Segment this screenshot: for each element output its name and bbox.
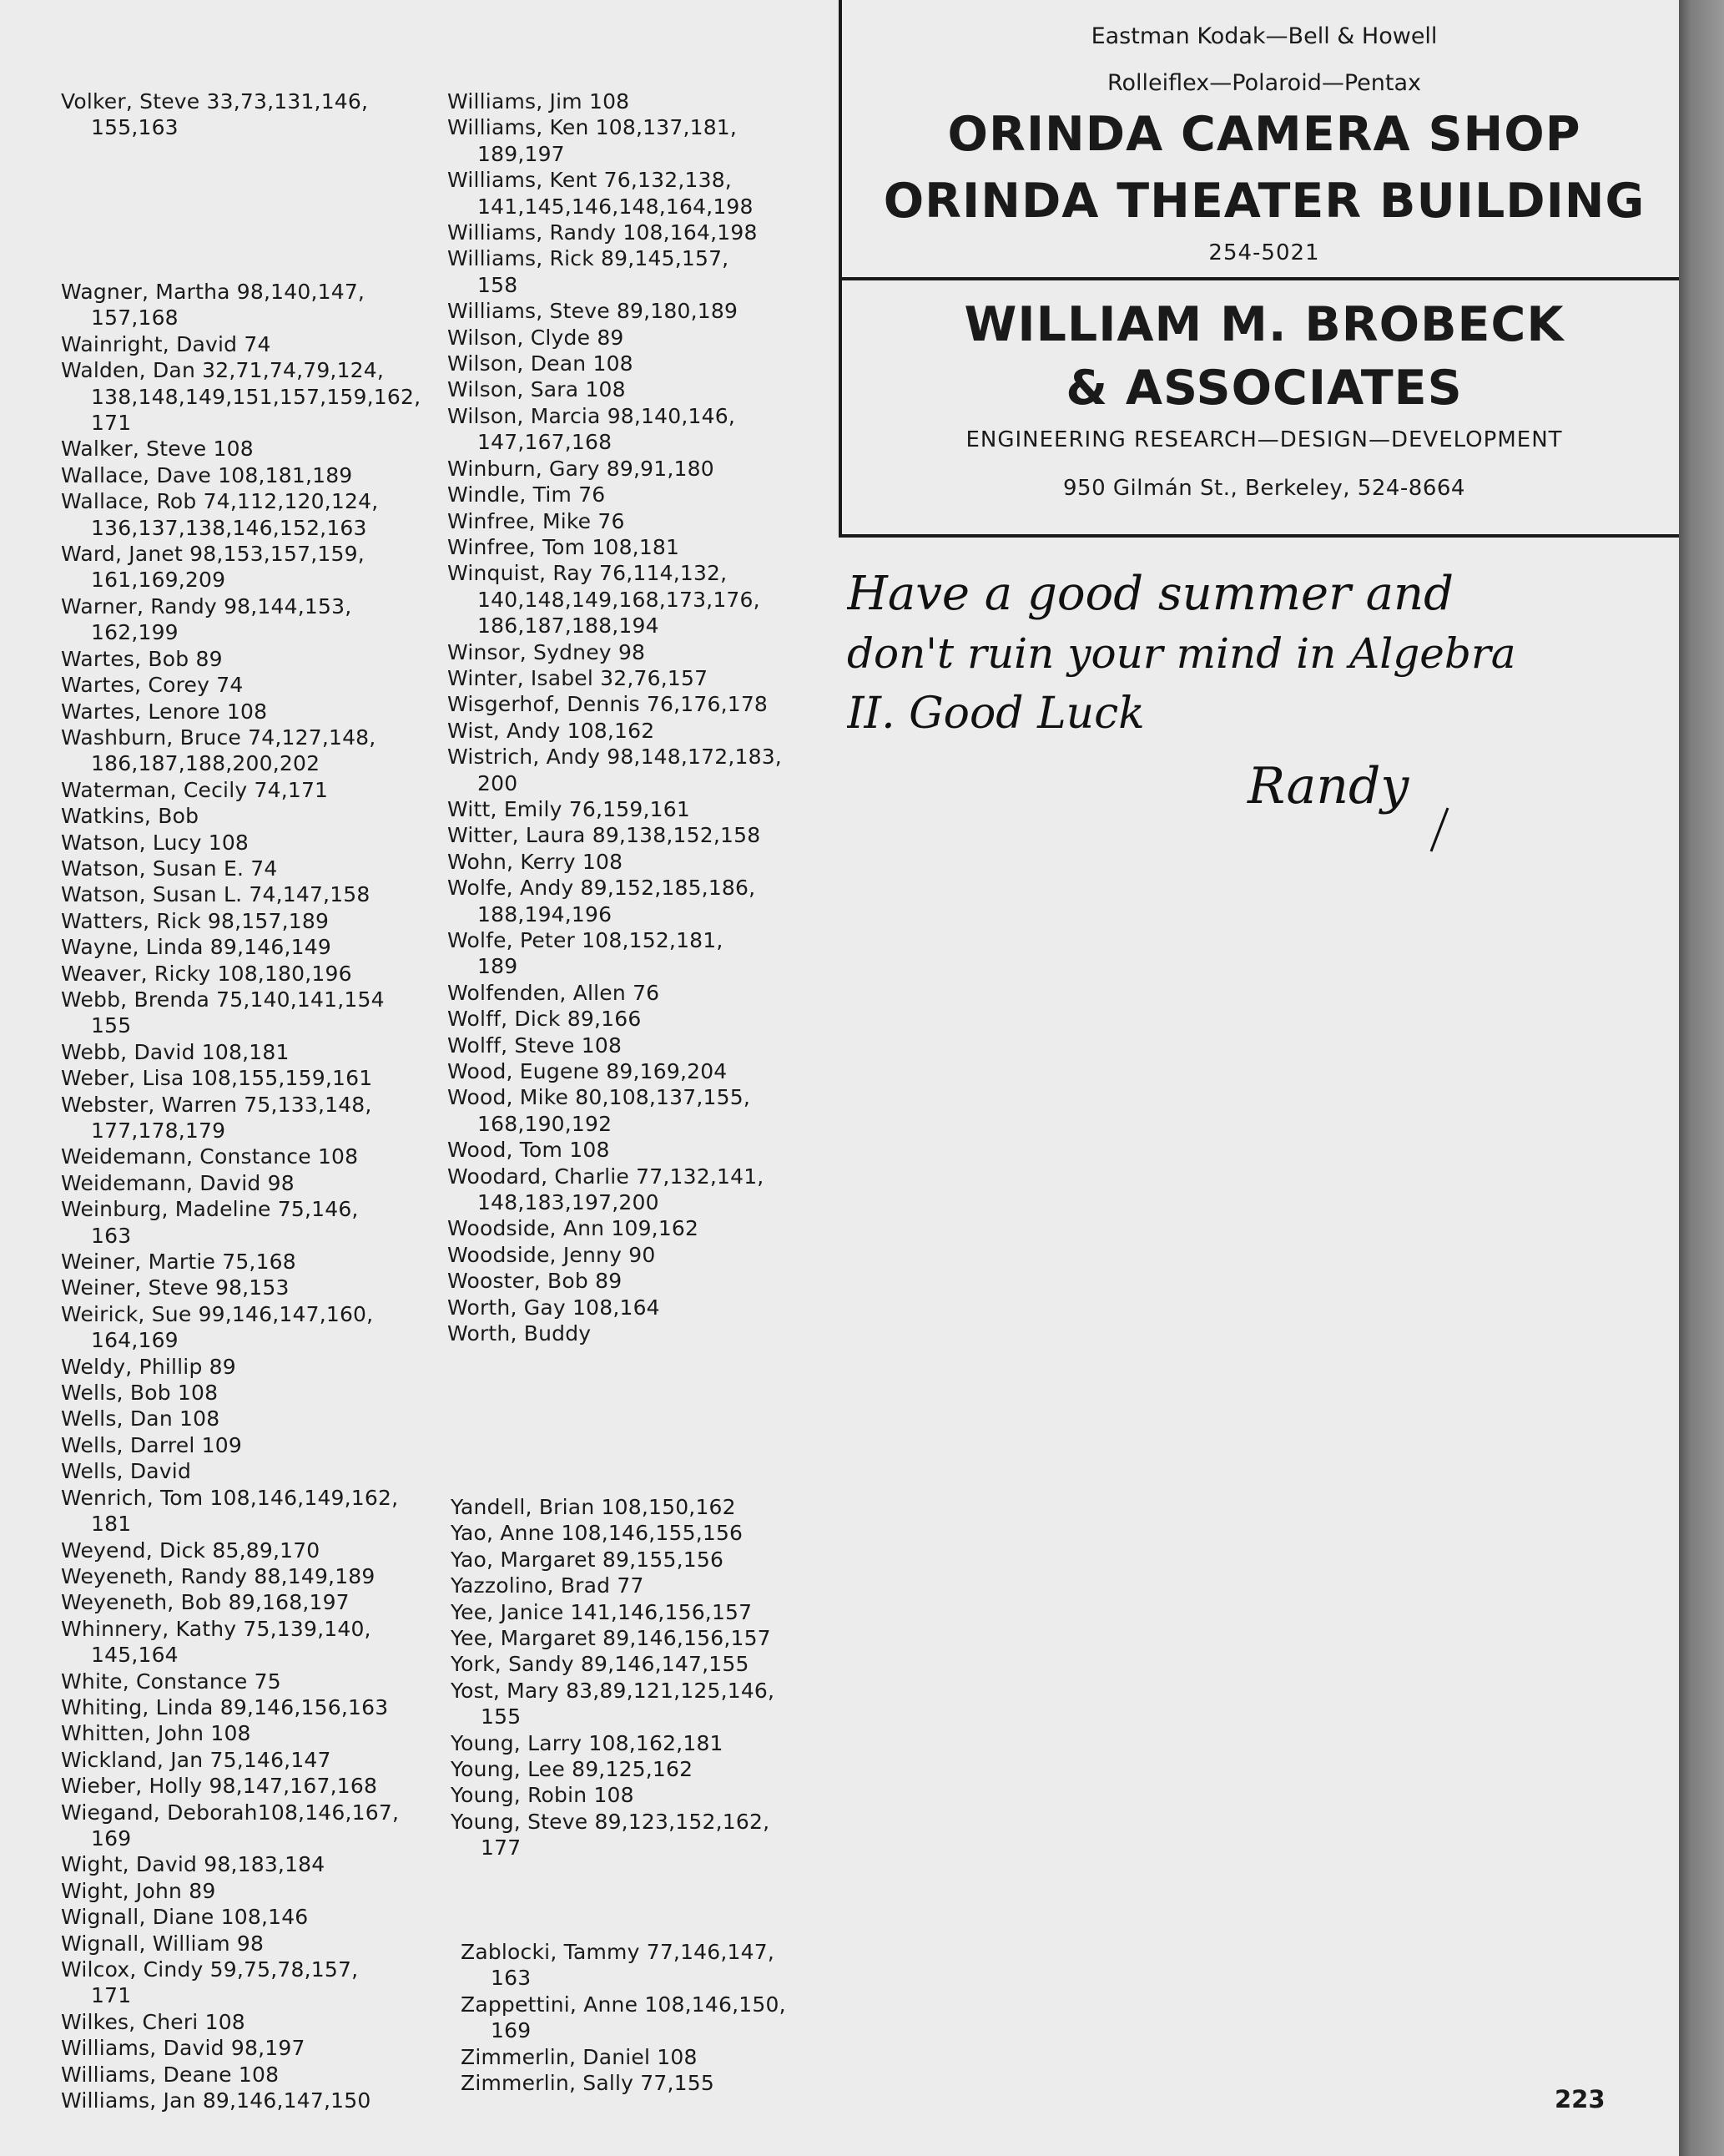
- index-entry: Worth, Gay 108,164: [447, 1295, 660, 1320]
- index-entry: Wignall, William 98: [61, 1931, 265, 1956]
- index-entry: Wartes, Corey 74: [61, 673, 244, 698]
- index-entry: Weyeneth, Randy 88,149,189: [61, 1563, 376, 1588]
- index-entry: Williams, Jan 89,146,147,150: [61, 2088, 371, 2113]
- index-entry: York, Sandy 89,146,147,155: [451, 1652, 749, 1677]
- index-entry: Williams, Deane 108: [61, 2062, 280, 2087]
- index-entry-continuation: 163: [91, 1223, 132, 1248]
- index-entry-continuation: 171: [91, 1983, 132, 2008]
- index-entry: Wells, Darrel 109: [61, 1432, 242, 1457]
- index-column-left-top: [61, 88, 368, 141]
- index-entry: Walker, Steve 108: [61, 437, 254, 462]
- index-column-left: [61, 279, 421, 2113]
- index-entry: Webb, Brenda 75,140,141,154: [61, 987, 385, 1012]
- index-entry: Williams, Rick 89,145,157,: [447, 246, 729, 271]
- index-entry: Wooster, Bob 89: [447, 1269, 623, 1294]
- book-page-edge: [1679, 0, 1724, 2156]
- note-line-2: don't ruin your mind in Algebra: [847, 629, 1516, 678]
- index-entry-continuation: 181: [91, 1512, 132, 1537]
- index-entry-continuation: 136,137,138,146,152,163: [91, 515, 367, 540]
- index-entry: Weyend, Dick 85,89,170: [61, 1537, 320, 1563]
- index-entry: Wist, Andy 108,162: [447, 718, 655, 743]
- index-column-middle: [447, 88, 782, 1347]
- index-column-middle-y: [451, 1494, 774, 1861]
- index-entry-continuation: 200: [477, 770, 518, 795]
- index-entry: Wilson, Dean 108: [447, 351, 633, 376]
- index-entry: Wight, John 89: [61, 1878, 216, 1903]
- index-entry: Weidemann, David 98: [61, 1170, 295, 1195]
- index-entry: Whinnery, Kathy 75,139,140,: [61, 1616, 371, 1641]
- index-entry: Yazzolino, Brad 77: [451, 1573, 644, 1598]
- index-entry: Webster, Warren 75,133,148,: [61, 1092, 372, 1117]
- ad-brobeck-services: ENGINEERING RESEARCH—DESIGN—DEVELOPMENT: [965, 427, 1563, 452]
- index-entry: Wolfenden, Allen 76: [447, 980, 660, 1005]
- index-entry: Windle, Tim 76: [447, 482, 606, 507]
- index-entry: Wistrich, Andy 98,148,172,183,: [447, 745, 782, 770]
- index-entry: Weiner, Martie 75,168: [61, 1250, 296, 1275]
- index-entry-continuation: 162,199: [91, 620, 179, 645]
- index-entry: Wartes, Lenore 108: [61, 699, 268, 724]
- index-entry-continuation: 189: [477, 954, 518, 979]
- index-entry: Wilcox, Cindy 59,75,78,157,: [61, 1957, 359, 1982]
- index-entry: Weiner, Steve 98,153: [61, 1275, 290, 1300]
- index-entry-continuation: 155: [481, 1704, 522, 1729]
- index-entry: Yandell, Brian 108,150,162: [451, 1495, 736, 1519]
- index-entry: Young, Larry 108,162,181: [451, 1730, 723, 1755]
- index-entry: Zimmerlin, Sally 77,155: [461, 2071, 714, 2096]
- index-entry: Williams, Jim 108: [447, 89, 630, 114]
- index-entry: Wenrich, Tom 108,146,149,162,: [61, 1485, 399, 1510]
- index-entry-continuation: 155: [91, 1013, 132, 1038]
- index-entry: Wight, David 98,183,184: [61, 1852, 325, 1877]
- index-entry-continuation: 168,190,192: [477, 1111, 612, 1136]
- index-entry: Wallace, Dave 108,181,189: [61, 462, 353, 487]
- index-entry-continuation: 186,187,188,194: [477, 613, 659, 639]
- ad-shop-phone: 254-5021: [1208, 240, 1320, 265]
- index-entry: Watson, Lucy 108: [61, 830, 250, 855]
- index-entry: Weidemann, Constance 108: [61, 1144, 359, 1169]
- page-number: 223: [1555, 2085, 1606, 2113]
- index-entry: Wood, Mike 80,108,137,155,: [447, 1085, 750, 1110]
- index-entry-continuation: 147,167,168: [477, 430, 612, 455]
- index-entry-continuation: 155,163: [91, 115, 179, 140]
- index-entry: Yao, Margaret 89,155,156: [451, 1547, 724, 1572]
- index-entry: Williams, Kent 76,132,138,: [447, 168, 732, 193]
- index-entry: Wainright, David 74: [61, 331, 271, 356]
- index-entry: Williams, Steve 89,180,189: [447, 299, 738, 324]
- ad-brobeck-address: 950 Gilmán St., Berkeley, 524-8664: [1063, 476, 1465, 501]
- index-entry: Wolff, Dick 89,166: [447, 1007, 642, 1032]
- index-entry: Wolff, Steve 108: [447, 1033, 623, 1058]
- ad-brobeck-associates-line: & ASSOCIATES: [1066, 361, 1463, 416]
- index-entry-continuation: 148,183,197,200: [477, 1190, 659, 1215]
- index-entry: Winfree, Tom 108,181: [447, 534, 680, 559]
- index-entry: Yost, Mary 83,89,121,125,146,: [451, 1678, 775, 1703]
- ad-orinda-camera-shop: [842, 0, 1686, 278]
- index-entry: Walden, Dan 32,71,74,79,124,: [61, 358, 385, 383]
- index-entry: Winquist, Ray 76,114,132,: [447, 561, 728, 586]
- index-entry-continuation: 157,168: [91, 305, 179, 331]
- index-entry: Wells, David: [61, 1459, 192, 1484]
- index-entry: Wolfe, Peter 108,152,181,: [447, 928, 723, 952]
- index-entry: Zappettini, Anne 108,146,150,: [461, 1992, 786, 2017]
- index-entry: Woodside, Ann 109,162: [447, 1216, 699, 1241]
- index-entry: Washburn, Bruce 74,127,148,: [61, 725, 376, 750]
- index-entry: Weaver, Ricky 108,180,196: [61, 961, 352, 986]
- ad-brands-line-1: Eastman Kodak—Bell & Howell: [1091, 23, 1438, 49]
- index-entry-continuation: 158: [477, 272, 518, 297]
- ad-shop-building: ORINDA THEATER BUILDING: [883, 174, 1646, 229]
- index-entry: Waterman, Cecily 74,171: [61, 777, 329, 802]
- ad-brobeck-name: WILLIAM M. BROBECK: [964, 297, 1565, 352]
- index-entry: Whitten, John 108: [61, 1721, 251, 1746]
- index-entry: Wallace, Rob 74,112,120,124,: [61, 489, 379, 514]
- index-entry: Wilkes, Cheri 108: [61, 2009, 245, 2034]
- handwritten-note: [847, 543, 1673, 860]
- index-entry: Winburn, Gary 89,91,180: [447, 456, 714, 481]
- index-entry: White, Constance 75: [61, 1669, 281, 1694]
- index-entry-continuation: 169: [91, 1825, 132, 1851]
- index-entry: Williams, David 98,197: [61, 2036, 305, 2061]
- index-entry: Wohn, Kerry 108: [447, 849, 623, 874]
- index-entry: Watters, Rick 98,157,189: [61, 908, 330, 933]
- index-entry: Winsor, Sydney 98: [447, 639, 646, 664]
- index-entry: Wilson, Sara 108: [447, 377, 626, 402]
- index-entry: Wolfe, Andy 89,152,185,186,: [447, 876, 756, 901]
- index-entry: Winter, Isabel 32,76,157: [447, 665, 708, 690]
- index-entry: Warner, Randy 98,144,153,: [61, 593, 352, 619]
- index-entry: Young, Robin 108: [451, 1783, 634, 1808]
- index-entry: Woodard, Charlie 77,132,141,: [447, 1164, 764, 1189]
- index-entry: Williams, Randy 108,164,198: [447, 220, 758, 245]
- index-entry-continuation: 169: [491, 2018, 532, 2043]
- index-entry: Wisgerhof, Dennis 76,176,178: [447, 692, 769, 717]
- index-entry-continuation: 164,169: [91, 1328, 179, 1353]
- index-entry: Wayne, Linda 89,146,149: [61, 935, 331, 960]
- index-entry: Wignall, Diane 108,146: [61, 1905, 309, 1930]
- index-entry: Ward, Janet 98,153,157,159,: [61, 542, 365, 567]
- ad-brands-line-2: Rolleiflex—Polaroid—Pentax: [1106, 70, 1421, 96]
- index-entry: Wells, Dan 108: [61, 1406, 220, 1431]
- index-entry-continuation: 140,148,149,168,173,176,: [477, 587, 760, 612]
- index-entry-continuation: 171: [91, 411, 132, 436]
- index-entry: Zablocki, Tammy 77,146,147,: [461, 1940, 775, 1964]
- index-column-middle-z: [461, 1939, 786, 2096]
- note-line-3: II. Good Luck: [847, 689, 1145, 739]
- index-entry: Young, Lee 89,125,162: [451, 1757, 693, 1782]
- index-entry: Yee, Janice 141,146,156,157: [451, 1599, 753, 1624]
- index-entry-continuation: 177,178,179: [91, 1118, 226, 1143]
- index-entry: Wickland, Jan 75,146,147: [61, 1747, 331, 1772]
- index-entry: Watson, Susan E. 74: [61, 856, 278, 881]
- index-entry: Yao, Anne 108,146,155,156: [451, 1521, 744, 1546]
- index-entry-continuation: 188,194,196: [477, 901, 612, 927]
- index-entry: Weldy, Phillip 89: [61, 1354, 236, 1379]
- index-entry: Wood, Tom 108: [447, 1138, 610, 1163]
- index-entry-continuation: 189,197: [477, 141, 565, 166]
- index-entry-continuation: 163: [491, 1966, 532, 1991]
- index-entry-continuation: 161,169,209: [91, 568, 226, 593]
- index-entry: Zimmerlin, Daniel 108: [461, 2044, 698, 2069]
- index-entry: Wartes, Bob 89: [61, 646, 223, 671]
- index-entry: Worth, Buddy: [447, 1321, 592, 1346]
- index-entry: Williams, Ken 108,137,181,: [447, 115, 738, 140]
- index-entry: Whiting, Linda 89,146,156,163: [61, 1694, 389, 1719]
- index-entry-continuation: 186,187,188,200,202: [91, 751, 320, 776]
- index-entry: Weinburg, Madeline 75,146,: [61, 1197, 359, 1222]
- index-entry: Wagner, Martha 98,140,147,: [61, 280, 365, 304]
- index-entry: Wieber, Holly 98,147,167,168: [61, 1774, 378, 1799]
- note-line-1: Have a good summer and: [847, 567, 1454, 621]
- index-entry: Volker, Steve 33,73,131,146,: [61, 89, 369, 114]
- index-entry: Woodside, Jenny 90: [447, 1242, 656, 1267]
- index-entry: Watson, Susan L. 74,147,158: [61, 882, 371, 907]
- signature-tail: [1431, 808, 1448, 851]
- index-entry: Wilson, Clyde 89: [447, 325, 624, 350]
- index-entry: Watkins, Bob: [61, 804, 199, 829]
- index-entry: Wilson, Marcia 98,140,146,: [447, 403, 735, 428]
- ad-shop-name: ORINDA CAMERA SHOP: [947, 107, 1581, 162]
- index-entry: Witter, Laura 89,138,152,158: [447, 823, 761, 848]
- index-entry-continuation: 177: [481, 1835, 522, 1861]
- index-entry: Witt, Emily 76,159,161: [447, 796, 690, 821]
- index-entry: Weyeneth, Bob 89,168,197: [61, 1590, 350, 1615]
- index-entry-continuation: 145,164: [91, 1643, 179, 1668]
- index-entry: Winfree, Mike 76: [447, 508, 625, 533]
- index-entry: Yee, Margaret 89,146,156,157: [451, 1626, 771, 1651]
- ad-brobeck-associates: [842, 280, 1686, 534]
- index-entry-continuation: 138,148,149,151,157,159,162,: [91, 384, 421, 409]
- index-entry: Wiegand, Deborah108,146,167,: [61, 1800, 400, 1825]
- index-entry: Wells, Bob 108: [61, 1381, 219, 1406]
- index-entry: Webb, David 108,181: [61, 1039, 290, 1064]
- index-entry: Weber, Lisa 108,155,159,161: [61, 1066, 373, 1091]
- index-entry: Young, Steve 89,123,152,162,: [451, 1809, 770, 1834]
- index-entry: Weirick, Sue 99,146,147,160,: [61, 1301, 374, 1326]
- index-entry-continuation: 141,145,146,148,164,198: [477, 194, 754, 219]
- index-entry: Wood, Eugene 89,169,204: [447, 1059, 728, 1084]
- advertisement-box: [839, 0, 1686, 538]
- note-signature: Randy: [1248, 757, 1409, 815]
